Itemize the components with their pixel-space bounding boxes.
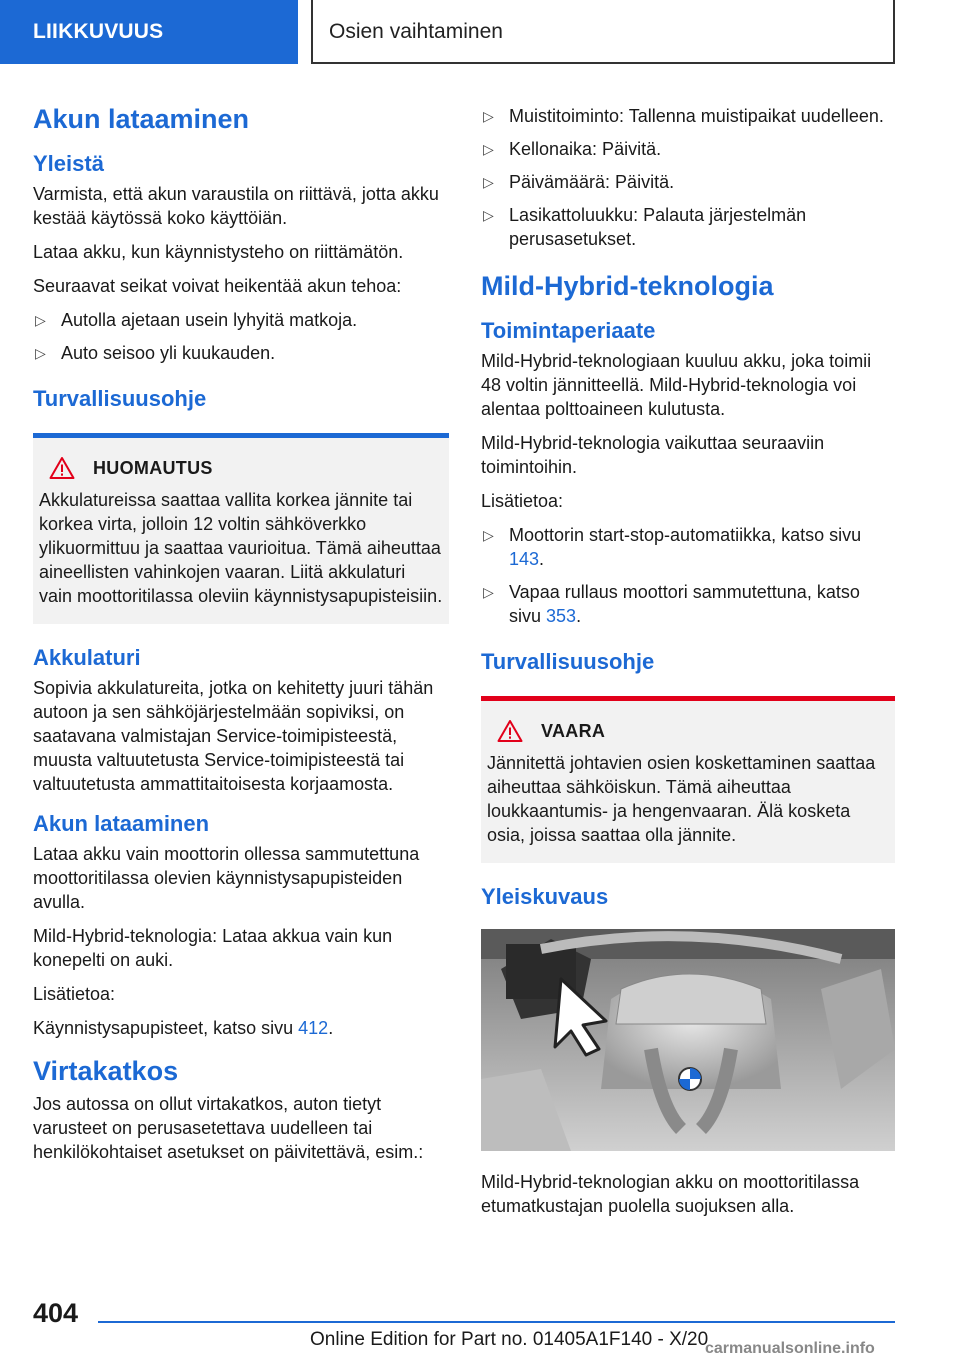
bullet-list — [481, 104, 895, 251]
footer-rule — [98, 1321, 895, 1323]
heading-yleista: Yleistä — [33, 151, 104, 176]
page-header — [0, 0, 960, 66]
paragraph: Mild-Hybrid-teknologia vaikuttaa seuraaviin toimintoihin. — [481, 433, 825, 477]
notice-title: HUOMAUTUS — [93, 457, 213, 478]
list-item: ▷ Kellonaika: Päivitä. — [483, 139, 662, 159]
chapter-title: Osien vaihtaminen — [311, 0, 895, 64]
triangle-right-outline-icon: ▷ — [483, 584, 494, 600]
paragraph: Sopivia akkulatureita, jotka on kehitetty juuri tähän autoon ja sen sähköjärjestelmään sopiviksi, on saatavana valmistajan Service-toimipisteestä, muusta valtuutetusta Service-toimipisteestä tai valtuutetusta ammattitaitoisesta korjaamosta. — [33, 678, 434, 794]
paragraph: Varmista, että akun varaustila on riittävä, jotta akku kestää käytössä koko käyttöiän. — [33, 184, 439, 228]
paragraph: Lataa akku, kun käynnistysteho on riittämätön. — [33, 242, 404, 262]
paragraph: Lisätietoa: — [481, 491, 564, 511]
notice-text: Jännitettä johtavien osien koskettaminen saattaa aiheuttaa sähköiskun. Tämä aiheuttaa loukkaantumis- ja hengenvaaran. Älä kosketa osia, joissa saattaa olla jännite. — [487, 753, 876, 845]
heading-yleiskuvaus: Yleiskuvaus — [481, 884, 609, 909]
heading-turvallisuusohje: Turvallisuusohje — [481, 649, 655, 674]
paragraph: Lataa akku vain moottorin ollessa sammutettuna moottoritilassa olevien käynnistysapupisteiden avulla. — [33, 844, 420, 912]
triangle-right-outline-icon: ▷ — [483, 174, 494, 190]
heading-virtakatkos: Virtakatkos — [33, 1056, 179, 1086]
triangle-right-outline-icon: ▷ — [35, 312, 46, 328]
paragraph: Lisätietoa: — [33, 984, 116, 1004]
warning-triangle-icon — [497, 719, 523, 743]
notice-box-huomautus — [33, 433, 449, 624]
heading-turvallisuusohje: Turvallisuusohje — [33, 386, 207, 411]
page-number: 404 — [33, 1298, 79, 1328]
right-column — [481, 96, 895, 1228]
left-column — [33, 96, 449, 1174]
triangle-right-outline-icon: ▷ — [483, 527, 494, 543]
paragraph: Jos autossa on ollut virtakatkos, auton tietyt varusteet on perusasetettava uudelleen tai henkilökohtaiset asetukset on päivitettävä, esim.: — [33, 1094, 424, 1162]
heading-akkulaturi: Akkulaturi — [33, 645, 141, 670]
list-item: ▷ Lasikattoluukku: Palauta järjestelmän perusasetukset. — [483, 205, 807, 249]
triangle-right-outline-icon: ▷ — [483, 108, 494, 124]
heading-akun-lataaminen-sub: Akun lataaminen — [33, 811, 210, 836]
list-item: ▷ Auto seisoo yli kuukauden. — [35, 343, 276, 363]
triangle-right-outline-icon: ▷ — [483, 207, 494, 223]
edition-text: Online Edition for Part no. 01405A1F140 - X/20 — [310, 1329, 709, 1350]
heading-akun-lataaminen: Akun lataaminen — [33, 104, 250, 134]
list-item: ▷ Autolla ajetaan usein lyhyitä matkoja. — [35, 310, 358, 330]
list-item: ▷ Muistitoiminto: Tallenna muistipaikat uudelleen. — [483, 106, 884, 126]
page-link-143[interactable]: 143 — [509, 549, 540, 569]
page-link-412[interactable]: 412 — [298, 1018, 329, 1038]
triangle-right-outline-icon: ▷ — [483, 141, 494, 157]
engine-bay-image — [481, 929, 895, 1151]
heading-toimintaperiaate: Toimintaperiaate — [481, 318, 656, 343]
notice-box-vaara — [481, 696, 895, 863]
list-item: ▷ Moottorin start-stop-automatiikka, katso sivu 143. — [483, 525, 862, 569]
paragraph: Käynnistysapupisteet, katso sivu 412. — [33, 1018, 334, 1038]
list-item: ▷ Vapaa rullaus moottori sammutettuna, katso sivu 353. — [483, 582, 860, 626]
paragraph: Mild-Hybrid-teknologia: Lataa akkua vain kun konepelti on auki. — [33, 926, 393, 970]
notice-text: Akkulatureissa saattaa vallita korkea jännite tai korkea virta, jolloin 12 voltin sähköverkko ylikuormittuu ja saattaa vaurioitua. Tämä aiheuttaa aineellisten vahinkojen vaaran. Liitä akkulaturi vain moottoritilassa oleviin käynnistysapupisteisiin. — [39, 490, 443, 606]
page-link-353[interactable]: 353 — [546, 606, 577, 626]
notice-title: VAARA — [541, 720, 606, 741]
watermark-site: carmanualsonline.info — [705, 1340, 875, 1357]
image-caption: Mild-Hybrid-teknologian akku on moottoritilassa etumatkustajan puolella suojuksen alla. — [481, 1172, 860, 1216]
paragraph: Mild-Hybrid-teknologiaan kuuluu akku, joka toimii 48 voltin jännitteellä. Mild-Hybrid-teknologia voi alentaa polttoaineen kulutusta. — [481, 351, 872, 419]
paragraph: Seuraavat seikat voivat heikentää akun tehoa: — [33, 276, 402, 296]
list-item: ▷ Päivämäärä: Päivitä. — [483, 172, 675, 192]
heading-mild-hybrid: Mild-Hybrid-teknologia — [481, 271, 774, 301]
warning-triangle-icon — [49, 456, 75, 480]
bullet-list — [481, 523, 895, 628]
section-tab: LIIKKUVUUS — [0, 0, 298, 64]
bullet-list — [33, 308, 449, 365]
triangle-right-outline-icon: ▷ — [35, 345, 46, 361]
